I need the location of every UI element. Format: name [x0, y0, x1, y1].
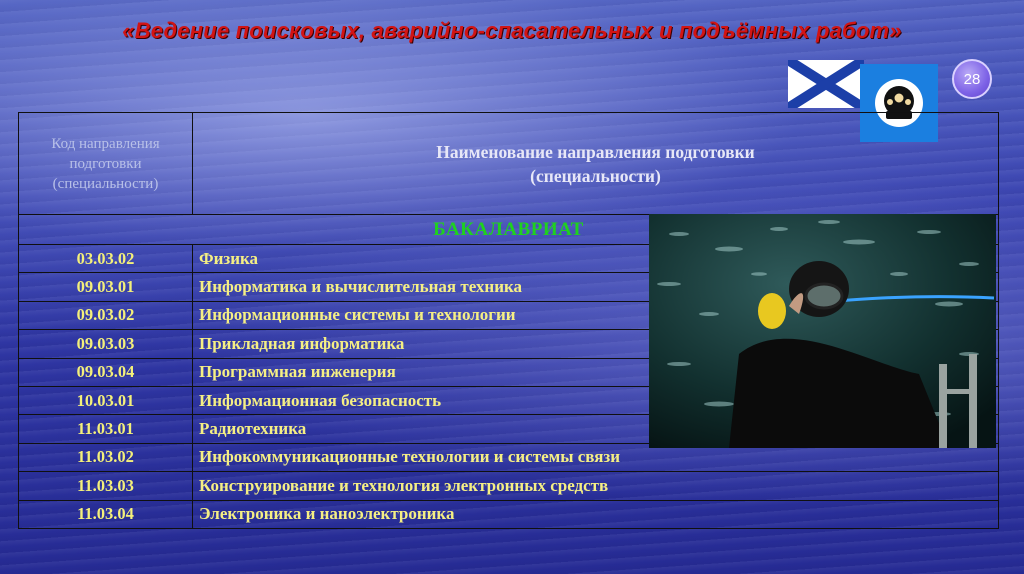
row-name: Информатика и вычислительная техника: [193, 273, 999, 301]
row-code: 03.03.02: [19, 245, 193, 273]
slide-title: «Ведение поисковых, аварийно-спасательных и подъёмных работ»: [122, 18, 902, 43]
st-andrew-naval-flag-icon: [788, 60, 864, 108]
row-code: 11.03.03: [19, 472, 193, 500]
row-code: 09.03.04: [19, 358, 193, 386]
row-name: Конструирование и технология электронных средств: [193, 472, 999, 500]
table-row: [19, 472, 999, 500]
header-name-line2: (специальности): [530, 165, 661, 186]
header-name-line1: Наименование направления подготовки: [436, 141, 755, 162]
row-name: Электроника и наноэлектроника: [193, 500, 999, 528]
diver-in-water-photo: [649, 214, 996, 448]
header-name: [193, 113, 999, 215]
row-code: 11.03.02: [19, 443, 193, 471]
row-name: Физика: [193, 245, 999, 273]
table-row: [19, 500, 999, 528]
row-name: Информационные системы и технологии: [193, 301, 999, 329]
level-label: БАКАЛАВРИАТ: [19, 215, 999, 245]
table-header-row: [19, 113, 999, 215]
row-name: Инфокоммуникационные технологии и системы связи: [193, 443, 999, 471]
row-name: Прикладная информатика: [193, 330, 999, 358]
row-code: 09.03.01: [19, 273, 193, 301]
page-number-badge: 28: [952, 59, 992, 99]
row-code: 11.03.04: [19, 500, 193, 528]
row-name: Радиотехника: [193, 415, 999, 443]
row-code: 09.03.03: [19, 330, 193, 358]
row-code: 11.03.01: [19, 415, 193, 443]
row-name: Информационная безопасность: [193, 386, 999, 414]
header-code: Код направления подготовки (специальности): [19, 113, 193, 215]
row-code: 10.03.01: [19, 386, 193, 414]
row-code: 09.03.02: [19, 301, 193, 329]
row-name: Программная инженерия: [193, 358, 999, 386]
